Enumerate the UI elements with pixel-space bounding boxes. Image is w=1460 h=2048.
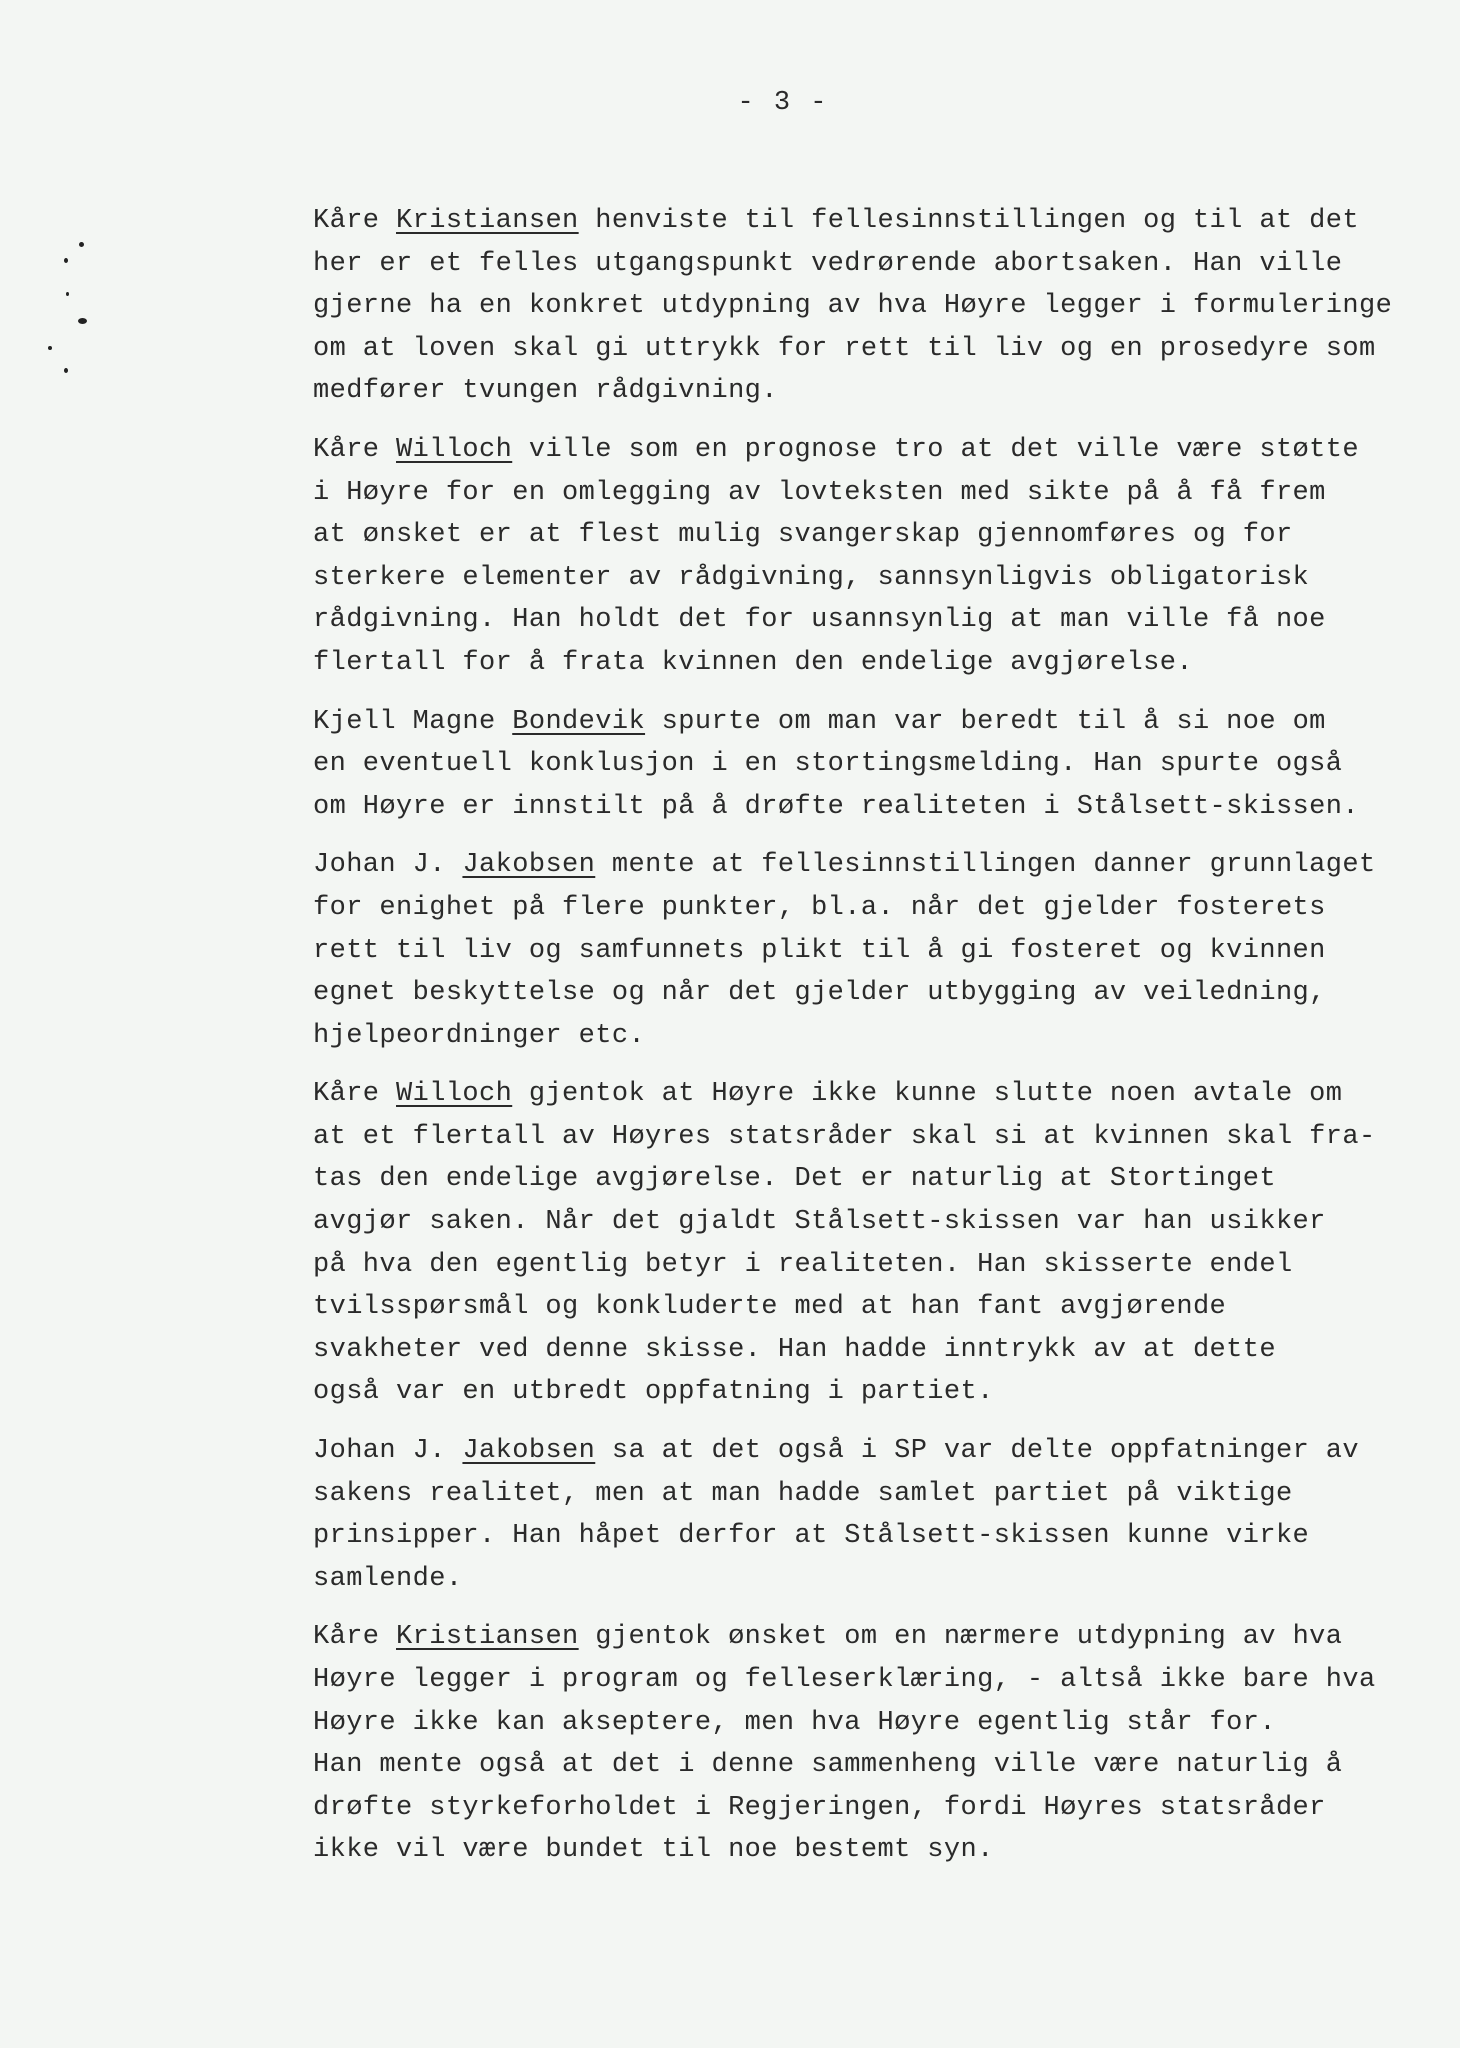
text-segment: Kåre [313, 206, 397, 236]
meeting-minutes-text [313, 200, 1443, 1888]
text-line [313, 1015, 1443, 1058]
text-line [313, 1244, 1443, 1287]
text-line [313, 642, 1443, 685]
scan-speck-mark [79, 242, 84, 247]
text-line [313, 743, 1443, 786]
scan-speck-mark [78, 318, 87, 324]
text-segment: rådgivning. Han holdt det for usannsynlig at man ville få noe [313, 605, 1326, 636]
text-segment: egnet beskyttelse og når det gjelder utbygging av veiledning, [313, 978, 1326, 1009]
text-line [313, 243, 1443, 286]
text-segment: om at loven skal gi uttrykk for rett til liv og en prosedyre som [313, 333, 1376, 364]
text-line [313, 370, 1443, 413]
text-segment: gjentok at Høyre ikke kunne slutte noen avtale om [512, 1079, 1343, 1110]
paragraph [313, 429, 1443, 685]
text-line [313, 1787, 1443, 1830]
paragraph [313, 701, 1443, 829]
text-segment: gjentok ønsket om en nærmere utdypning av hva [578, 1622, 1343, 1653]
text-line [313, 1329, 1443, 1372]
text-line [313, 1558, 1443, 1601]
text-line [313, 1702, 1443, 1745]
text-line [313, 1286, 1443, 1329]
text-line [313, 844, 1443, 887]
speaker-surname: Willoch [396, 434, 513, 465]
text-segment: hjelpeordninger etc. [313, 1020, 646, 1051]
scan-speck-mark [64, 368, 68, 373]
text-line [313, 701, 1443, 744]
text-segment: Han mente også at det i denne sammenheng ville være naturlig å [313, 1750, 1343, 1781]
text-line [313, 1659, 1443, 1702]
paragraph [313, 1430, 1443, 1600]
text-line [313, 972, 1443, 1015]
page-number: - 3 - [737, 88, 829, 118]
text-line [313, 1829, 1443, 1872]
text-segment: henviste til fellesinnstillingen og til at det [578, 206, 1359, 236]
text-segment: gjerne ha en konkret utdypning av hva Høyre legger i formuleringe [313, 291, 1393, 322]
text-line [313, 285, 1443, 328]
speaker-surname: Jakobsen [462, 850, 596, 881]
text-segment: i Høyre for en omlegging av lovteksten med sikte på å få frem [313, 477, 1326, 508]
paragraph [313, 1616, 1443, 1872]
text-line [313, 599, 1443, 642]
text-line [313, 328, 1443, 371]
text-segment: ikke vil være bundet til noe bestemt syn. [313, 1835, 994, 1866]
text-segment: tvilsspørsmål og konkluderte med at han fant avgjørende [313, 1292, 1227, 1323]
speaker-surname: Bondevik [512, 706, 646, 737]
paragraph [313, 844, 1443, 1057]
text-segment: Høyre legger i program og felleserklæring, - altså ikke bare hva [313, 1665, 1376, 1695]
text-line [313, 429, 1443, 472]
text-line [313, 200, 1443, 243]
text-segment: Høyre ikke kan akseptere, men hva Høyre egentlig står for. [313, 1707, 1276, 1738]
text-segment: at et flertall av Høyres statsråder skal si at kvinnen skal fra- [313, 1121, 1376, 1152]
text-line [313, 1744, 1443, 1787]
text-segment: sakens realitet, men at man hadde samlet partiet på viktige [313, 1478, 1293, 1509]
text-line [313, 1430, 1443, 1473]
text-segment: ville som en prognose tro at det ville være støtte [512, 434, 1359, 465]
text-segment: Johan J. [313, 1436, 463, 1467]
text-segment: Kåre [313, 1622, 397, 1653]
text-segment: at ønsket er at flest mulig svangerskap gjennomføres og for [313, 520, 1293, 551]
text-line [313, 1473, 1443, 1516]
text-line [313, 1616, 1443, 1659]
text-segment: flertall for å frata kvinnen den endelige avgjørelse. [313, 647, 1193, 678]
text-segment: samlende. [313, 1563, 463, 1594]
text-line [313, 887, 1443, 930]
speaker-surname: Kristiansen [396, 1622, 579, 1653]
text-segment: en eventuell konklusjon i en stortingsmelding. Han spurte også [313, 749, 1343, 780]
scan-speck-mark [64, 258, 68, 263]
text-segment: avgjør saken. Når det gjaldt Stålsett-skissen var han usikker [313, 1207, 1326, 1238]
text-line [313, 930, 1443, 973]
text-line [313, 514, 1443, 557]
text-segment: mente at fellesinnstillingen danner grunnlaget [595, 850, 1376, 881]
text-segment: Johan J. [313, 850, 463, 881]
text-segment: også var en utbredt oppfatning i partiet. [313, 1377, 994, 1408]
text-segment: medfører tvungen rådgivning. [313, 376, 778, 407]
speaker-surname: Jakobsen [462, 1436, 596, 1467]
text-line [313, 1116, 1443, 1159]
text-line [313, 1201, 1443, 1244]
text-segment: drøfte styrkeforholdet i Regjeringen, fordi Høyres statsråder [313, 1792, 1326, 1823]
text-segment: prinsipper. Han håpet derfor at Stålsett-skissen kunne virke [313, 1521, 1310, 1552]
text-segment: spurte om man var beredt til å si noe om [645, 706, 1326, 737]
text-segment: tas den endelige avgjørelse. Det er naturlig at Stortinget [313, 1164, 1276, 1195]
text-segment: rett til liv og samfunnets plikt til å gi fosteret og kvinnen [313, 935, 1326, 966]
text-line [313, 1158, 1443, 1201]
speaker-surname: Kristiansen [396, 206, 579, 236]
text-segment: om Høyre er innstilt på å drøfte realiteten i Stålsett-skissen. [313, 791, 1359, 822]
text-segment: Kåre [313, 1079, 397, 1110]
text-line [313, 1073, 1443, 1116]
text-segment: svakheter ved denne skisse. Han hadde inntrykk av at dette [313, 1334, 1276, 1365]
paragraph [313, 1073, 1443, 1414]
text-segment: på hva den egentlig betyr i realiteten. Han skisserte endel [313, 1249, 1293, 1280]
paragraph [313, 200, 1443, 413]
text-segment: Kjell Magne [313, 706, 513, 737]
text-line [313, 786, 1443, 829]
text-segment: sa at det også i SP var delte oppfatninger av [595, 1436, 1359, 1467]
text-segment: sterkere elementer av rådgivning, sannsynligvis obligatorisk [313, 562, 1310, 593]
text-line [313, 1371, 1443, 1414]
scan-speck-mark [66, 292, 69, 296]
text-line [313, 472, 1443, 515]
text-line [313, 1515, 1443, 1558]
text-segment: her er et felles utgangspunkt vedrørende abortsaken. Han ville [313, 248, 1343, 279]
scan-speck-mark [48, 346, 52, 350]
text-segment: for enighet på flere punkter, bl.a. når det gjelder fosterets [313, 892, 1326, 923]
text-line [313, 557, 1443, 600]
speaker-surname: Willoch [396, 1079, 513, 1110]
text-segment: Kåre [313, 434, 397, 465]
